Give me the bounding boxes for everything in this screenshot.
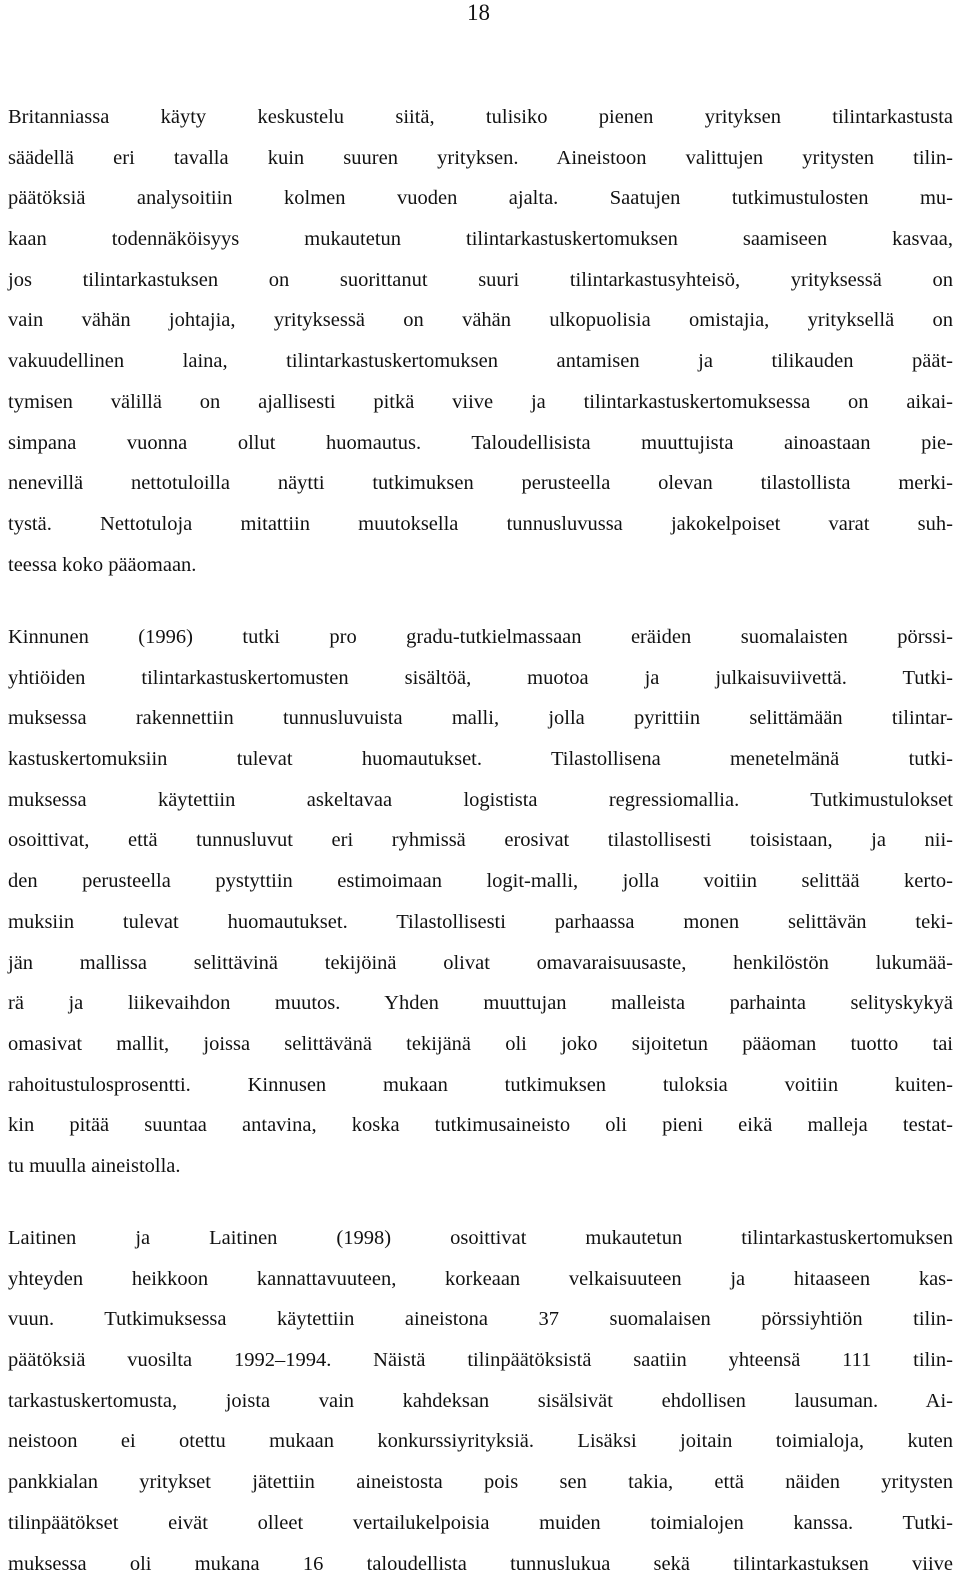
text-line: vakuudellinen laina, tilintarkastuskertomuksen antamisen ja tilikauden päät- [8, 350, 953, 373]
text-line: kaan todennäköisyys mukautetun tilintarkastuskertomuksen saamiseen kasvaa, [8, 228, 953, 251]
text-line: rahoitustulosprosentti. Kinnusen mukaan tutkimuksen tuloksia voitiin kuiten- [8, 1073, 953, 1096]
text-line: pankkialan yritykset jätettiin aineistosta pois sen takia, että näiden yritysten [8, 1471, 953, 1494]
text-line: tilinpäätökset eivät olleet vertailukelpoisia muiden toimialojen kanssa. Tutki- [8, 1511, 953, 1534]
text-line: Laitinen ja Laitinen (1998) osoittivat mukautetun tilintarkastuskertomuksen [8, 1227, 953, 1249]
text-line: yhteyden heikkoon kannattavuuteen, korkeaan velkaisuuteen ja hitaaseen kas- [8, 1267, 953, 1290]
text-line: kastuskertomuksiin tulevat huomautukset. Tilastollisena menetelmänä tutki- [8, 748, 953, 771]
text-line: nenevillä nettotuloilla näytti tutkimuksen perusteella olevan tilastollista merki- [8, 472, 953, 495]
text-line: teessa koko pääomaan. [8, 553, 197, 576]
text-line: omasivat mallit, joissa selittävänä tekijänä oli joko sijoitetun pääoman tuotto tai [8, 1032, 953, 1055]
text-line: neistoon ei otettu mukaan konkurssiyrityksiä. Lisäksi joitain toimialoja, kuten [8, 1430, 953, 1453]
text-line: den perusteella pystyttiin estimoimaan logit-malli, jolla voitiin selittää kerto- [8, 870, 953, 893]
text-line: vuun. Tutkimuksessa käytettiin aineistona 37 suomalaisen pörssiyhtiön tilin- [8, 1308, 953, 1331]
text-line: tarkastuskertomusta, joista vain kahdeksan sisälsivät ehdollisen lausuman. Ai- [8, 1389, 953, 1412]
text-line: päätöksiä vuosilta 1992–1994. Näistä tilinpäätöksistä saatiin yhteensä 111 tilin- [8, 1349, 953, 1372]
text-line: simpana vuonna ollut huomautus. Taloudellisista muuttujista ainoastaan pie- [8, 431, 953, 454]
text-line: rä ja liikevaihdon muutos. Yhden muuttujan malleista parhainta selityskykyä [8, 992, 953, 1015]
paragraph-britannia [8, 97, 953, 585]
paragraph-laitinen [8, 1218, 953, 1584]
text-line: kin pitää suuntaa antavina, koska tutkimusaineisto oli pieni eikä malleja testat- [8, 1114, 953, 1137]
text-line: päätöksiä analysoitiin kolmen vuoden ajalta. Saatujen tutkimustulosten mu- [8, 187, 953, 210]
text-line: muksessa käytettiin askeltavaa logistista regressiomallia. Tutkimustulokset [8, 788, 953, 811]
text-line: vain vähän johtajia, yrityksessä on vähän ulkopuolisia omistajia, yrityksellä on [8, 309, 953, 332]
text-line: yhtiöiden tilintarkastuskertomusten sisältöä, muotoa ja julkaisuviivettä. Tutki- [8, 666, 953, 689]
text-line: jos tilintarkastuksen on suorittanut suuri tilintarkastusyhteisö, yrityksessä on [8, 268, 953, 291]
text-line: muksessa rakennettiin tunnusluvuista malli, jolla pyrittiin selittämään tilintar- [8, 707, 953, 730]
text-line: tymisen välillä on ajallisesti pitkä viive ja tilintarkastuskertomuksessa on aikai- [8, 390, 953, 413]
text-line: muksiin tulevat huomautukset. Tilastollisesti parhaassa monen selittävän teki- [8, 910, 953, 933]
text-line: säädellä eri tavalla kuin suuren yrityksen. Aineistoon valittujen yritysten tilin- [8, 146, 953, 169]
page-number: 18 [467, 0, 490, 25]
text-line: jän mallissa selittävinä tekijöinä olivat omavaraisuusaste, henkilöstön lukumää- [8, 951, 953, 974]
text-line: Britanniassa käyty keskustelu siitä, tulisiko pienen yrityksen tilintarkastusta [8, 106, 953, 128]
text-line: osoittivat, että tunnusluvut eri ryhmissä erosivat tilastollisesti toisistaan, ja nii- [8, 829, 953, 852]
text-line: tu muulla aineistolla. [8, 1154, 181, 1177]
text-line: Kinnunen (1996) tutki pro gradu-tutkielmassaan eräiden suomalaisten pörssi- [8, 626, 953, 648]
paragraph-kinnunen [8, 617, 953, 1187]
text-line: tystä. Nettotuloja mitattiin muutoksella tunnusluvussa jakokelpoiset varat suh- [8, 512, 953, 535]
text-line: muksessa oli mukana 16 taloudellista tunnuslukua sekä tilintarkastuksen viive [8, 1552, 953, 1575]
